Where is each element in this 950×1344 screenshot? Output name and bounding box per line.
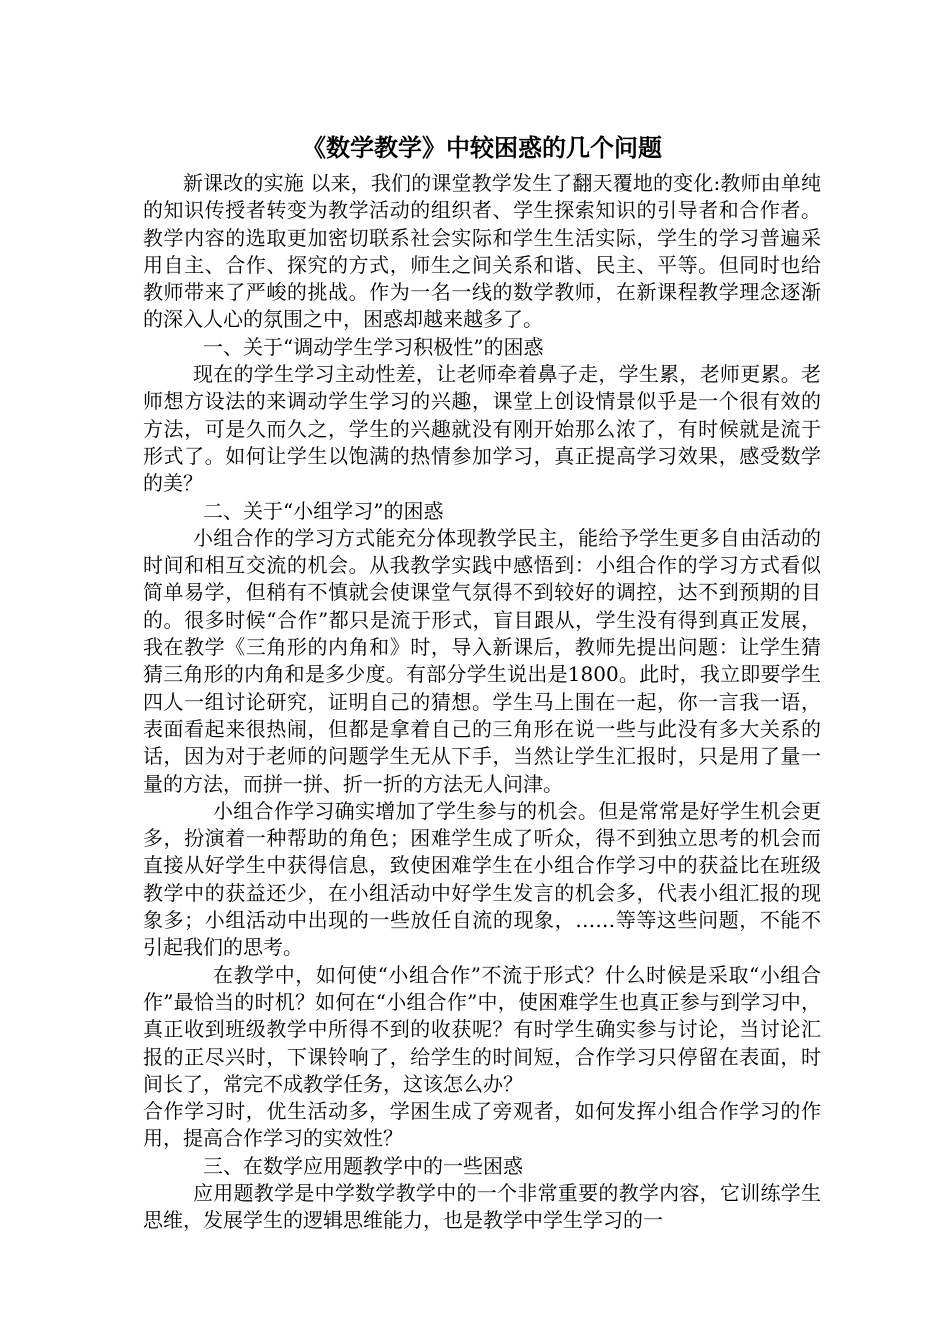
paragraph-section-1: 现在的学生学习主动性差，让老师牵着鼻子走，学生累，老师更累。老师想方设法的来调动学生学习的兴趣，课堂上创设情景似乎是一个很有效的方法，可是久而久之，学生的兴趣就没有刚开始那么浓了，有时候就是流于形式了。如何让学生以饱满的热情参加学习，真正提高学习效果，感受数学的美？ — [143, 362, 821, 496]
document-title: 《数学教学》中较困惑的几个问题 — [302, 133, 662, 162]
paragraph-section-2c: 在教学中，如何使“小组合作”不流于形式？什么时候是采取“小组合作”最恰当的时机？如何在“小组合作”中，使困难学生也真正参与到学习中，真正收到班级教学中所得不到的收获呢？有时学生确实参与讨论，当讨论汇报的正尽兴时，下课铃响了，给学生的时间短，合作学习只停留在表面，时间长了，常完不成教学任务，这该怎么办？ — [143, 962, 821, 1096]
document-page — [143, 130, 821, 1235]
section-heading-2: 二、关于“小组学习”的困惑 — [203, 498, 444, 523]
section-heading-3: 三、在数学应用题教学中的一些困惑 — [203, 1153, 523, 1178]
paragraph-section-2a: 小组合作的学习方式能充分体现教学民主，能给予学生更多自由活动的时间和相互交流的机会。从我教学实践中感悟到：小组合作的学习方式看似简单易学，但稍有不慎就会使课堂气氛得不到较好的调控，达不到预期的目的。很多时候“合作”都只是流于形式，盲目跟从，学生没有得到真正发展，我在教学《三角形的内角和》时，导入新课后，教师先提出问题：让学生猜猜三角形的内角和是多少度。有部分学生说出是1800。此时，我立即要学生四人一组讨论研究，证明自己的猜想。学生马上围在一起，你一言我一语，表面看起来很热闹，但都是拿着自己的三角形在说一些与此没有多大关系的话，因为对于老师的问题学生无从下手，当然让学生汇报时，只是用了量一量的方法，而拼一拼、折一折的方法无人问津。 — [143, 525, 821, 796]
section-heading-1: 一、关于“调动学生学习积极性”的困惑 — [203, 334, 544, 359]
paragraph-section-2b: 小组合作学习确实增加了学生参与的机会。但是常常是好学生机会更多，扮演着一种帮助的角色；困难学生成了听众，得不到独立思考的机会而直接从好学生中获得信息，致使困难学生在小组合作学习中的获益比在班级教学中的获益还少，在小组活动中好学生发言的机会多，代表小组汇报的现象多；小组活动中出现的一些放任自流的现象，……等等这些问题，不能不引起我们的思考。 — [143, 798, 821, 960]
paragraph-intro: 新课改的实施 以来，我们的课堂教学发生了翻天覆地的变化:教师由单纯的知识传授者转变为教学活动的组织者、学生探索知识的引导者和合作者。教学内容的选取更加密切联系社会实际和学生生活实际，学生的学习普遍采用自主、合作、探究的方式，师生之间关系和谐、民主、平等。但同时也给教师带来了严峻的挑战。作为一名一线的数学教师，在新课程教学理念逐渐的深入人心的氛围之中，困惑却越来越多了。 — [143, 171, 821, 332]
paragraph-section-2d: 合作学习时，优生活动多，学困生成了旁观者，如何发挥小组合作学习的作用，提高合作学习的实效性？ — [143, 1099, 821, 1151]
paragraph-section-3: 应用题教学是中学数学教学中的一个非常重要的教学内容，它训练学生思维，发展学生的逻辑思维能力，也是教学中学生学习的一 — [143, 1180, 821, 1233]
